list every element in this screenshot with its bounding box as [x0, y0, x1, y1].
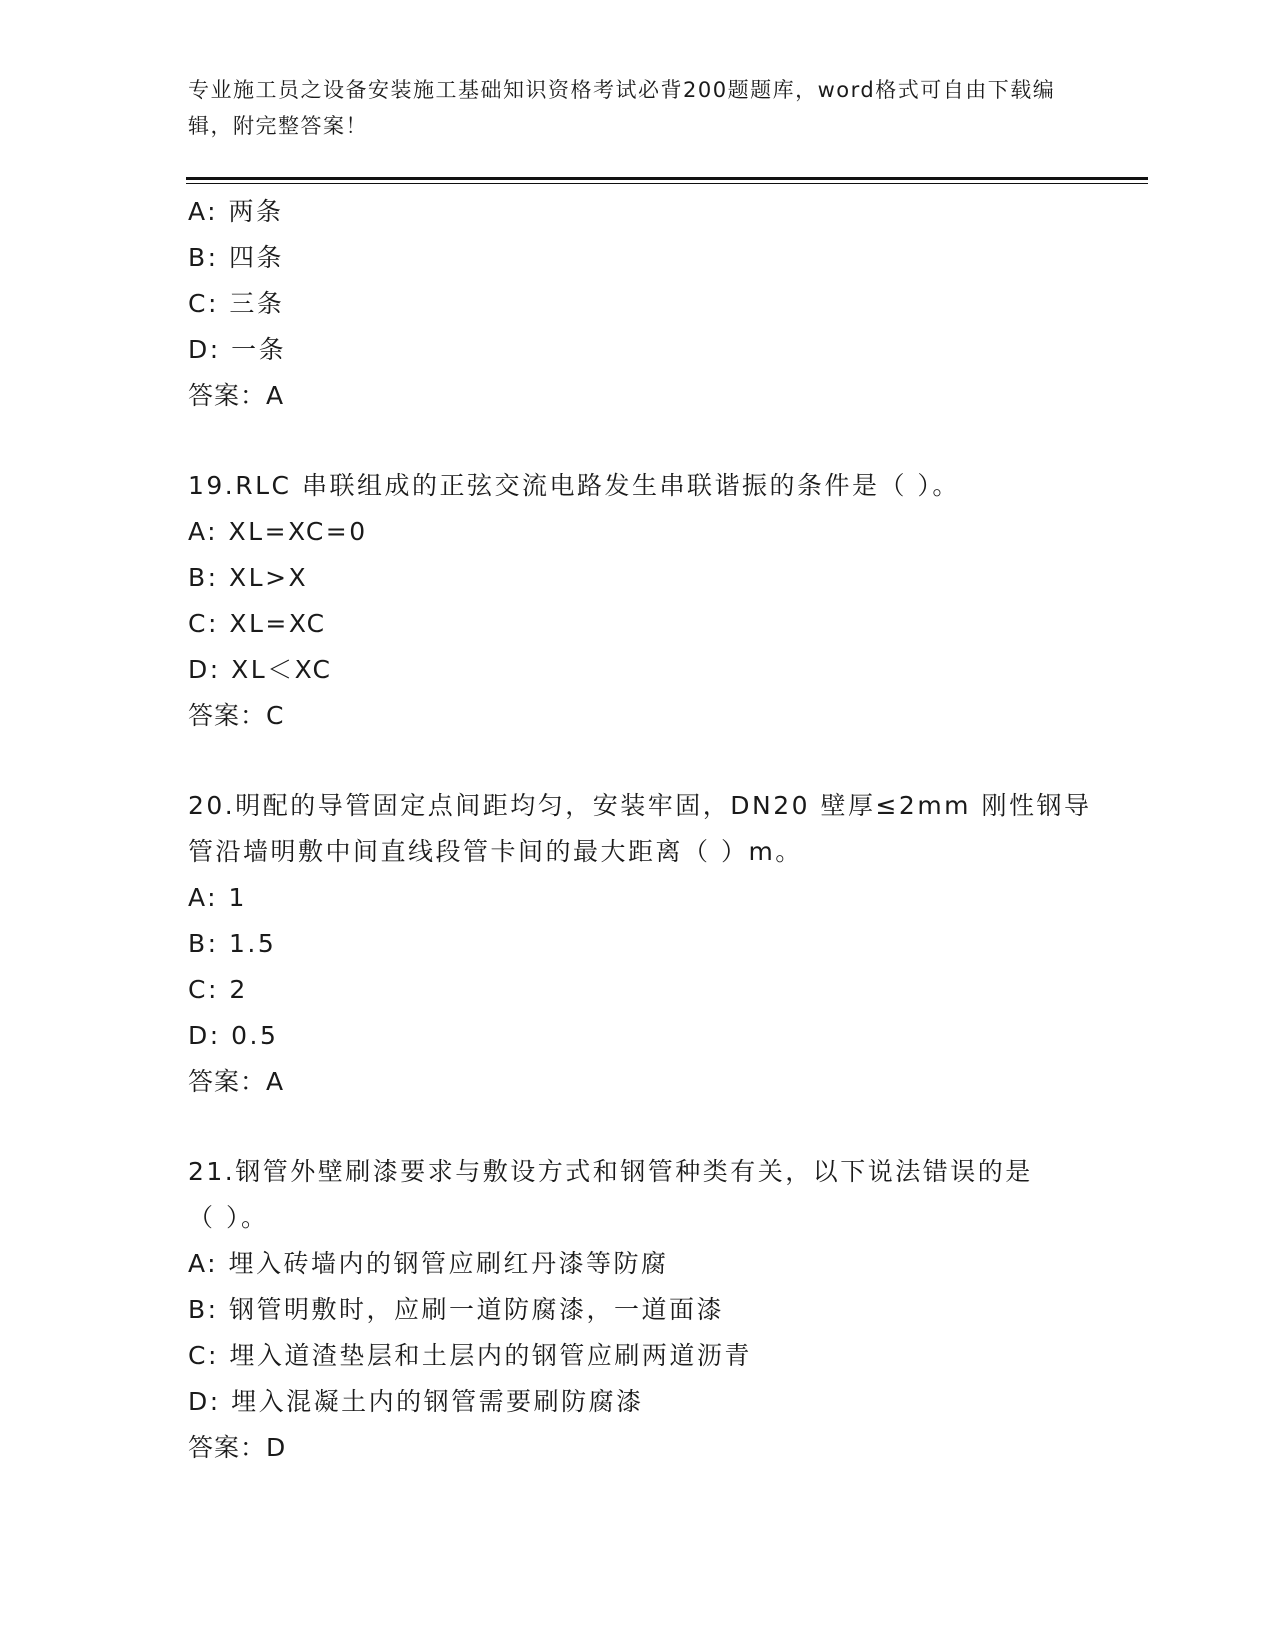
header-divider-thin: [186, 183, 1148, 184]
option-b: B: 钢管明敷时，应刷一道防腐漆，一道面漆: [188, 1295, 725, 1324]
option-a: A: 两条: [188, 197, 284, 226]
answer-label: 答案：A: [188, 381, 285, 410]
question-text: 21.钢管外壁刷漆要求与敷设方式和钢管种类有关，以下说法错误的是: [188, 1157, 1033, 1186]
option-d: D: 0.5: [188, 1021, 279, 1050]
question-text-cont: （ ）。: [188, 1203, 269, 1232]
option-a: A: 埋入砖墙内的钢管应刷红丹漆等防腐: [188, 1249, 669, 1278]
question-block-18: [188, 189, 1088, 419]
answer-label: 答案：D: [188, 1433, 287, 1462]
option-b: B: 四条: [188, 243, 285, 272]
option-c: C: 2: [188, 975, 248, 1004]
header-divider-thick: [186, 177, 1148, 180]
answer-label: 答案：C: [188, 701, 285, 730]
option-b: B: XL>X: [188, 563, 309, 592]
question-text: 19.RLC 串联组成的正弦交流电路发生串联谐振的条件是（ ）。: [188, 471, 960, 500]
answer-label: 答案：A: [188, 1067, 285, 1096]
question-text-cont: 管沿墙明敷中间直线段管卡间的最大距离（ ）m。: [188, 837, 803, 866]
option-d: D: 一条: [188, 335, 287, 364]
option-d: D: 埋入混凝土内的钢管需要刷防腐漆: [188, 1387, 644, 1416]
option-c: C: 埋入道渣垫层和土层内的钢管应刷两道沥青: [188, 1341, 752, 1370]
option-a: A: XL=XC=0: [188, 517, 368, 546]
question-text: 20.明配的导管固定点间距均匀，安装牢固，DN20 壁厚≤2mm 刚性钢导: [188, 791, 1092, 820]
option-c: C: 三条: [188, 289, 285, 318]
option-a: A: 1: [188, 883, 247, 912]
question-block-19: [188, 463, 1088, 739]
page-header: 专业施工员之设备安装施工基础知识资格考试必背200题题库，word格式可自由下载编辑，附完整答案！: [188, 78, 1056, 138]
question-list: [188, 189, 1092, 1471]
option-b: B: 1.5: [188, 929, 277, 958]
option-d: D: XL＜XC: [188, 655, 333, 684]
option-c: C: XL=XC: [188, 609, 327, 638]
question-block-20: [188, 783, 1092, 1105]
question-block-21: [188, 1149, 1088, 1471]
